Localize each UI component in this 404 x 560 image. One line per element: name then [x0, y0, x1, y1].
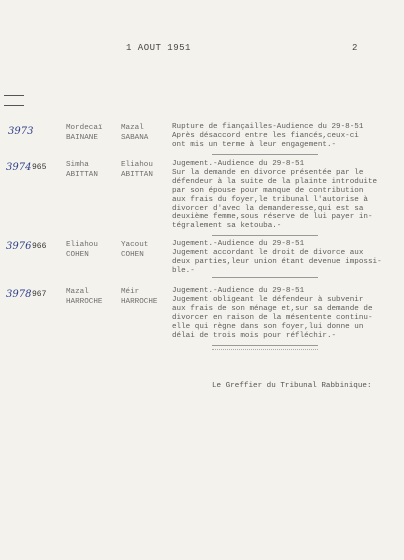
- wife-name: [121, 287, 157, 307]
- wife-last-name: COHEN: [121, 251, 144, 259]
- wife-first-name: Méir: [121, 288, 140, 296]
- wife-last-name: SABANA: [121, 134, 149, 142]
- signature-line: Le Greffier du Tribunal Rabbinique:: [212, 382, 372, 390]
- husband-name: [66, 123, 102, 143]
- wife-name: [121, 123, 148, 143]
- handwritten-case-number: 3974: [6, 162, 32, 173]
- wife-first-name: Mazal: [121, 124, 144, 132]
- wife-last-name: ABITTAN: [121, 171, 153, 179]
- case-text: Jugement.-Audience du 29-8-51 Jugement accordant le droit de divorce aux deux parties,leur union étant devenue impossi- ble.-: [172, 240, 382, 275]
- case-number: 967: [32, 290, 47, 299]
- case-number: 965: [32, 163, 47, 172]
- entry-separator: [212, 345, 318, 346]
- case-text: Jugement.-Audience du 29-8-51 Jugement obligeant le défendeur à subvenir aux frais de son ménage et,sur sa demande de divorcer en raison de la mésentente continu- elle qui règne dans son foyer,lui donne un délai de trois mois pour réfléchir.-: [172, 287, 373, 340]
- husband-name: [66, 287, 102, 307]
- document-date: 1 AOUT 1951: [126, 43, 191, 53]
- page-number: 2: [352, 43, 358, 53]
- husband-first-name: Simha: [66, 161, 89, 169]
- husband-first-name: Eliahou: [66, 241, 98, 249]
- husband-last-name: ABITTAN: [66, 171, 98, 179]
- husband-last-name: BAINANE: [66, 134, 98, 142]
- case-text: Rupture de fiançailles-Audience du 29-8-51 Après désaccord entre les fiancés,ceux-ci ont mis un terme à leur engagement.-: [172, 123, 364, 149]
- wife-name: [121, 160, 153, 180]
- entry-separator: [212, 235, 318, 236]
- margin-dash: [4, 95, 24, 96]
- husband-name: [66, 240, 98, 260]
- husband-first-name: Mazal: [66, 288, 89, 296]
- husband-last-name: COHEN: [66, 251, 89, 259]
- wife-first-name: Eliahou: [121, 161, 153, 169]
- husband-name: [66, 160, 98, 180]
- handwritten-case-number: 3973: [8, 126, 34, 137]
- margin-dash: [4, 105, 24, 106]
- entry-separator-dotted: [212, 349, 318, 350]
- husband-first-name: Mordecaï: [66, 124, 103, 132]
- entry-separator: [212, 277, 318, 278]
- entry-separator: [212, 154, 318, 155]
- wife-first-name: Yacout: [121, 241, 149, 249]
- handwritten-case-number: 3976: [6, 241, 32, 252]
- case-number: 966: [32, 242, 47, 251]
- case-text: Jugement.-Audience du 29-8-51 Sur la demande en divorce présentée par le défendeur à la suite de la plainte introduite par son épouse pour manque de contribution aux frais du foyer,le tribunal l'autorise à divorcer d'avec la demanderesse,qui est sa deuxième femme,sous réserve de lui payer in- tégralement sa ketouba.-: [172, 160, 378, 231]
- wife-name: [121, 240, 148, 260]
- husband-last-name: HARROCHE: [66, 298, 103, 306]
- wife-last-name: HARROCHE: [121, 298, 158, 306]
- handwritten-case-number: 3978: [6, 289, 32, 300]
